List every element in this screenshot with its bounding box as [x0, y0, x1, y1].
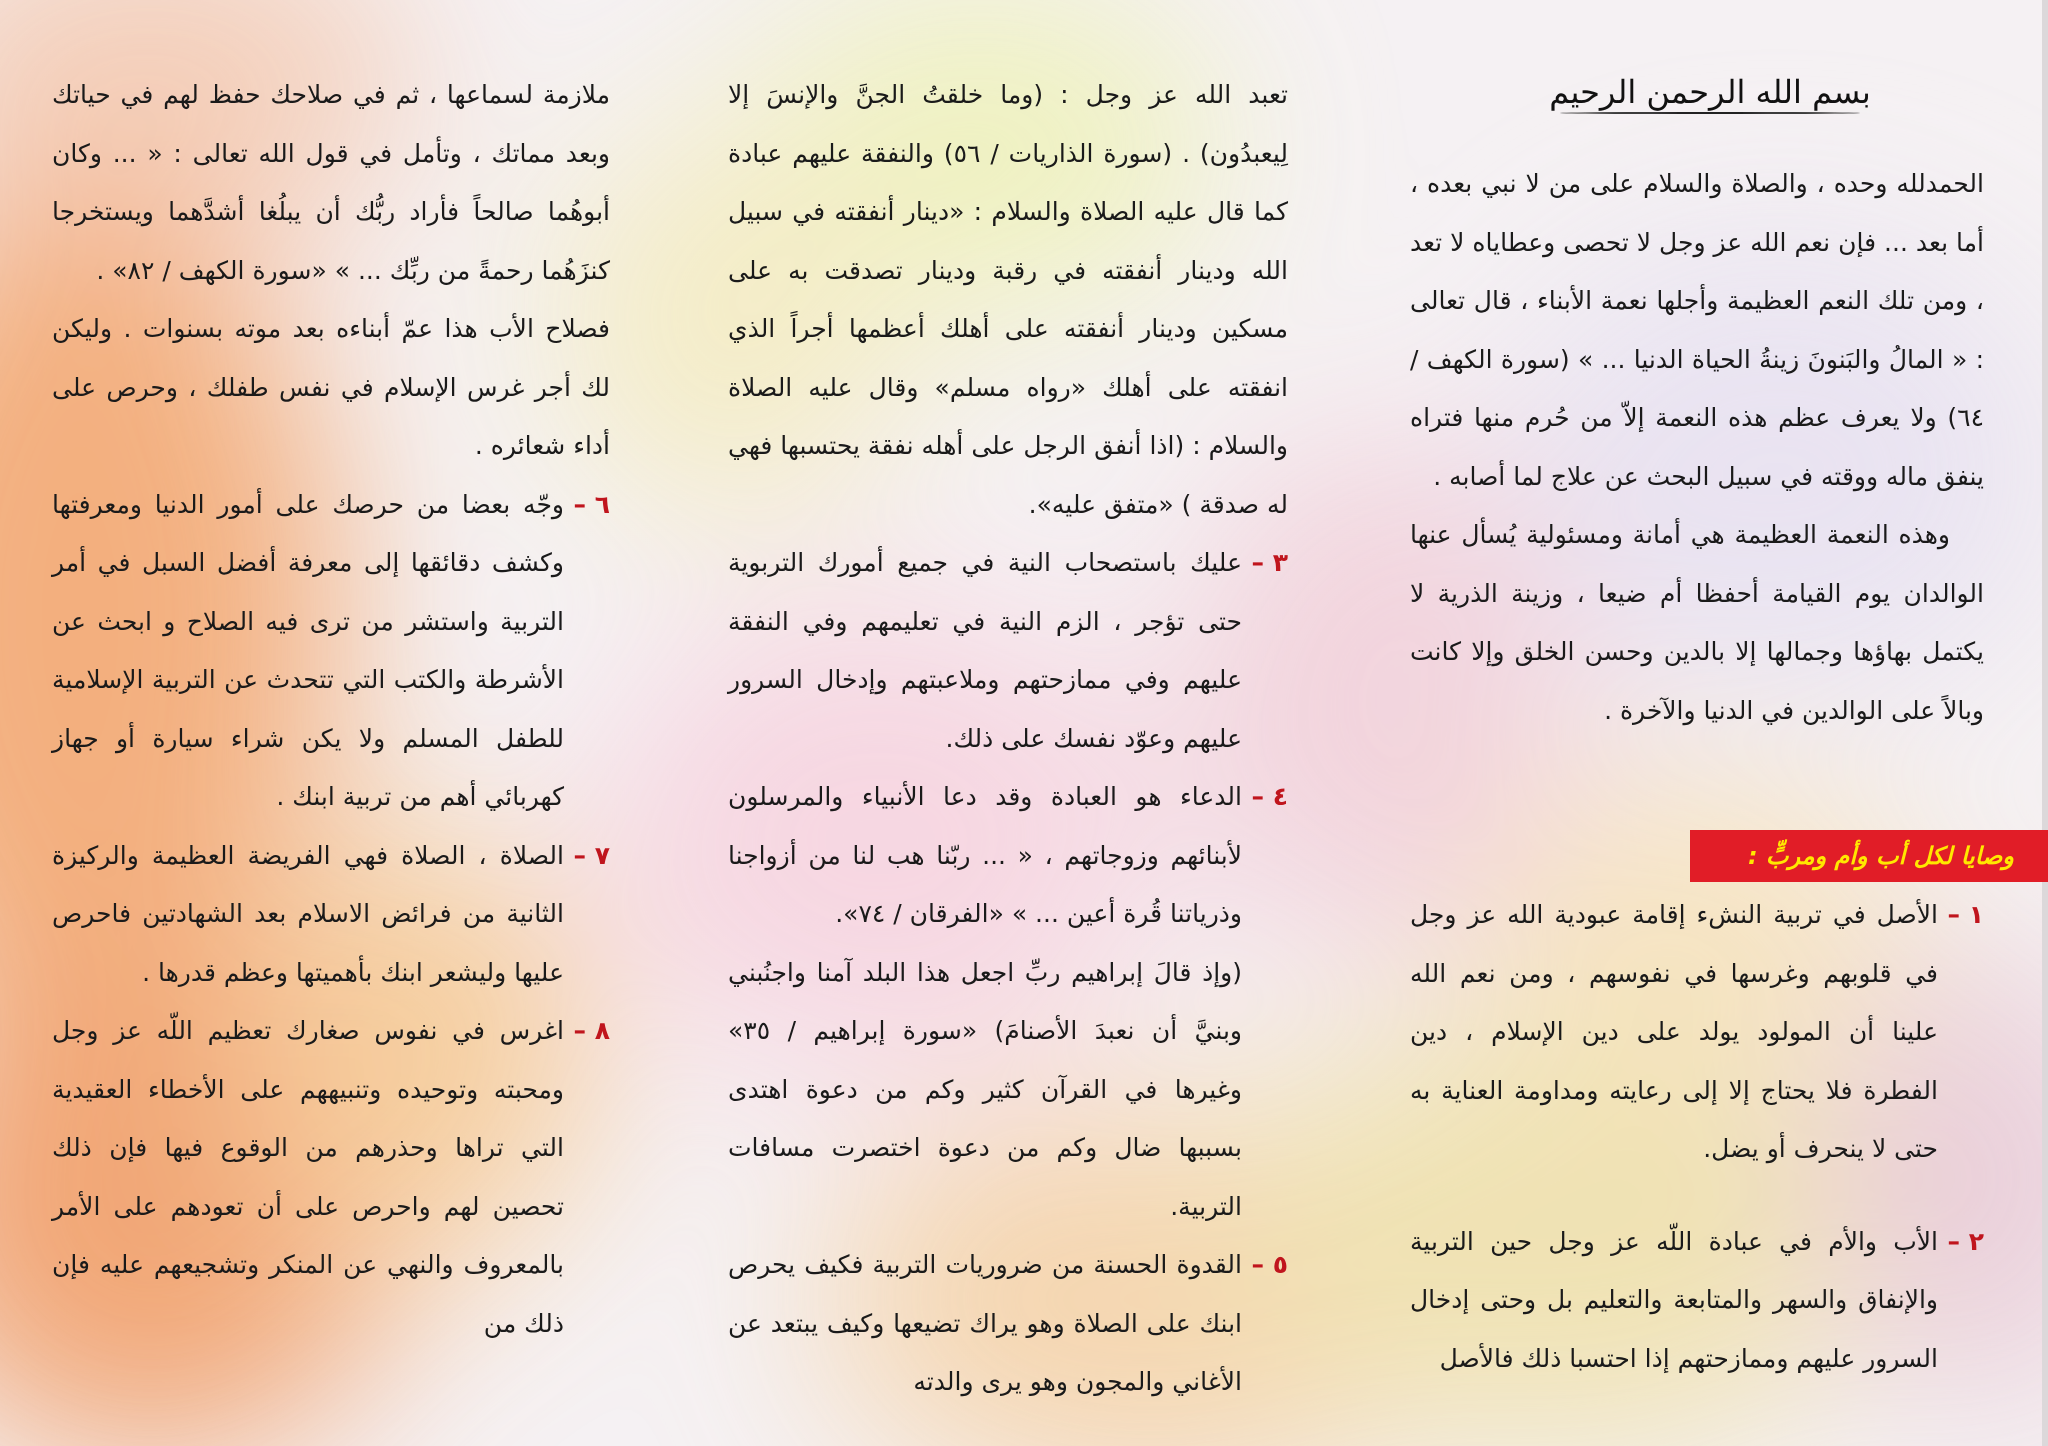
item-number: ٧ –	[573, 840, 610, 870]
advice-item-1	[1410, 886, 1984, 1179]
righteousness-paragraph: ملازمة لسماعها ، ثم في صلاحك حفظ لهم في حياتك وبعد مماتك ، وتأمل في قول الله تعالى : « ... وكان أبوهُما صالحاً فأراد ربُّك أن يبلُغا أشدَّهما ويستخرجا كنزَهُما رحمةً من ربِّك ... » «سورة الكهف / ٨٢» .	[52, 80, 610, 285]
middle-column	[728, 0, 1288, 1446]
father-paragraph: فصلاح الأب هذا عمّ أبناءه بعد موته بسنوات . وليكن لك أجر غرس الإسلام في نفس طفلك ، وحرص على أداء شعائره .	[52, 314, 610, 460]
intro-paragraph: الحمدلله وحده ، والصلاة والسلام على من لا نبي بعده ، أما بعد ... فإن نعم الله عز وجل لا تحصى وعطاياه لا تعد ، ومن تلك النعم العظيمة وأجلها نعمة الأبناء ، قال تعالى : « المالُ والبَنونَ زينةُ الحياة الدنيا ... » (سورة الكهف / ٦٤) ولا يعرف عظم هذه النعمة إلاّ من حُرم منها فتراه ينفق ماله ووقته في سبيل البحث عن علاج لما أصابه .	[1410, 169, 1984, 491]
item-text: الأصل في تربية النشء إقامة عبودية الله عز وجل في قلوبهم وغرسها في نفوسهم ، ومن نعم الله علينا أن المولود يولد على دين الإسلام ، دين الفطرة فلا يحتاج إلا إلى رعايته ومداومة العناية به حتى لا ينحرف أو يضل.	[1410, 900, 1938, 1163]
item-text: الدعاء هو العبادة وقد دعا الأنبياء والمرسلون لأبنائهم وزوجاتهم ، « ... ربّنا هب لنا من أزواجنا وذرياتنا قُرة أعين ... » «الفرقان / ٧٤».	[728, 782, 1242, 928]
advice-item-6	[52, 476, 610, 827]
advice-item-4	[728, 768, 1288, 944]
item-number: ٨ –	[573, 1016, 610, 1045]
item-text: الصلاة ، الصلاة فهي الفريضة العظيمة والركيزة الثانية من فرائض الاسلام بعد الشهادتين فاحرص عليها وليشعر ابنك بأهميتها وعظم قدرها .	[52, 840, 564, 987]
item-number: ١ –	[1947, 900, 1984, 929]
item-number: ٢ –	[1947, 1226, 1984, 1256]
worship-paragraph: تعبد الله عز وجل : (وما خلقتُ الجنَّ والإنسَ إلا لِيعبدُون) . (سورة الذاريات / ٥٦) والنفقة عليهم عبادة كما قال عليه الصلاة والسلام : «دينار أنفقته في سبيل الله ودينار أنفقته في رقبة ودينار تصدقت به على مسكين ودينار أنفقته على أهلك أعظمها أجراً الذي انفقته على أهلك «رواه مسلم» وقال عليه الصلاة والسلام : (اذا أنفق الرجل على أهله نفقة يحتسبها فهي له صدقة ) «متفق عليه».	[728, 80, 1288, 519]
advice-item-4-continued: (وإذ قالَ إبراهيم ربِّ اجعل هذا البلد آمنا واجنُبني وبنيَّ أن نعبدَ الأصنامَ) «سورة إبراهيم / ٣٥» وغيرها في القرآن كثير وكم من دعوة اهتدى بسببها ضال وكم من دعوة اختصرت مسافات التربية.	[728, 957, 1242, 1221]
item-text: الأب والأم في عبادة اللّه عز وجل حين التربية والإنفاق والسهر والمتابعة والتعليم بل وحتى إدخال السرور عليهم وممازحتهم إذا احتسبا ذلك فالأصل	[1410, 1226, 1938, 1373]
left-column	[52, 0, 610, 1446]
advice-item-5	[728, 1236, 1288, 1412]
item-number: ٣ –	[1251, 548, 1288, 577]
item-number: ٤ –	[1251, 782, 1288, 811]
item-text: عليك باستصحاب النية في جميع أمورك التربوية حتى تؤجر ، الزم النية في تعليمهم وفي النفقة عليهم وفي ممازحتهم وملاعبتهم وإدخال السرور عليهم وعوّد نفسك على ذلك.	[728, 548, 1242, 753]
advice-item-3	[728, 534, 1288, 768]
advice-item-7	[52, 827, 610, 1003]
advice-item-8	[52, 1002, 610, 1353]
basmala-calligraphy: بسم الله الرحمن الرحيم	[1540, 62, 1880, 122]
item-number: ٥ –	[1251, 1250, 1288, 1279]
advice-banner: وصايا لكل أب وأم ومربٍّ :	[1690, 830, 2048, 882]
item-number: ٦ –	[573, 489, 610, 519]
item-text: اغرس في نفوس صغارك تعظيم اللّه عز وجل ومحبته وتوحيده وتنبيههم على الأخطاء العقيدية التي تراها وحذرهم من الوقوع فيها فإن ذلك تحصين لهم واحرص على أن تعودهم على الأمر بالمعروف والنهي عن المنكر وتشجيعهم عليه فإن ذلك من	[52, 1016, 564, 1338]
item-text: وجّه بعضا من حرصك على أمور الدنيا ومعرفتها وكشف دقائقها إلى معرفة أفضل السبل في أمر التربية واستشر من ترى فيه الصلاح و ابحث عن الأشرطة والكتب التي تتحدث عن التربية الإسلامية للطفل المسلم ولا يكن شراء سيارة أو جهاز كهربائي أهم من تربية ابنك .	[52, 489, 564, 811]
item-text: القدوة الحسنة من ضروريات التربية فكيف يحرص ابنك على الصلاة وهو يراك تضيعها وكيف يبتعد عن الأغاني والمجون وهو يرى والدته	[728, 1250, 1242, 1396]
advice-item-2	[1410, 1213, 1984, 1389]
responsibility-paragraph: وهذه النعمة العظيمة هي أمانة ومسئولية يُسأل عنها الوالدان يوم القيامة أحفظا أم ضيعا ، وزينة الذرية لا يكتمل بهاؤها وجمالها إلا بالدين وحسن الخلق وإلا كانت وبالاً على الوالدين في الدنيا والآخرة .	[1410, 520, 1984, 725]
page-edge	[2042, 0, 2048, 1446]
right-column	[1410, 0, 1984, 1446]
